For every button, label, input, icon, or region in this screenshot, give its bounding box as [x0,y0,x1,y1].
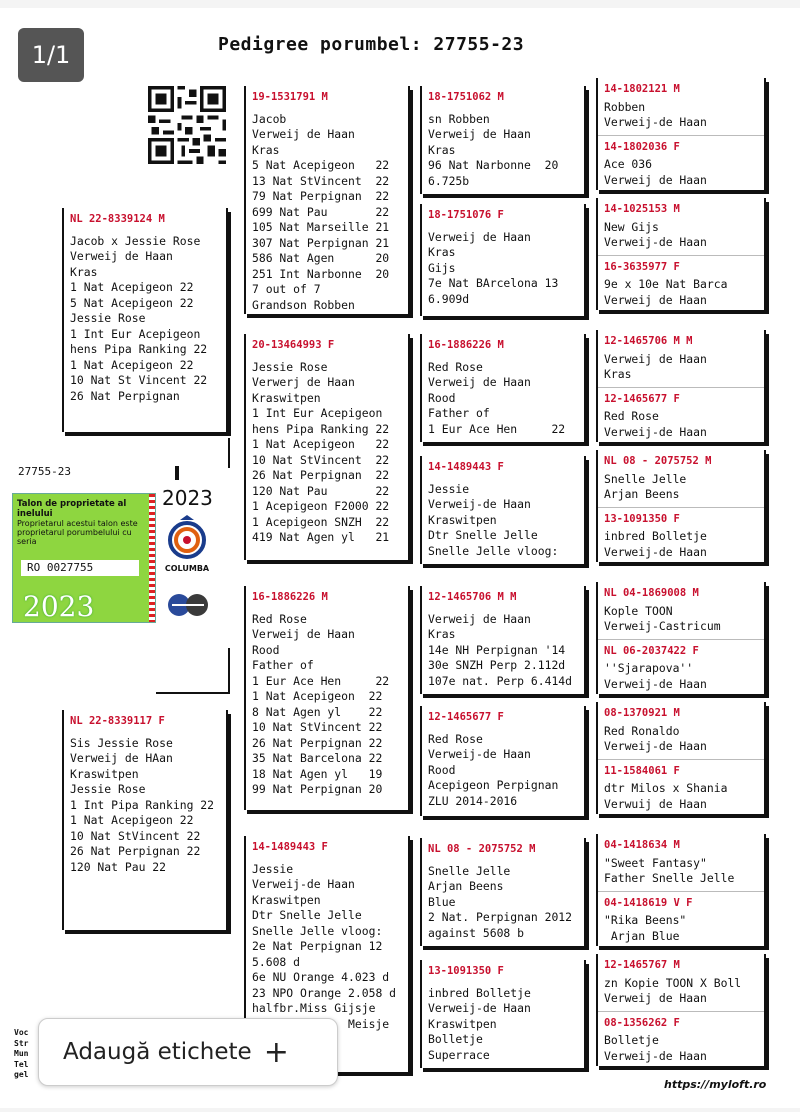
gen1-line: Jessie Rose [252,359,328,374]
gen2-box [420,456,586,564]
talon-header-small: Proprietarul acestui talon este proprietarul porumbelului cu seria [17,519,138,546]
gen1-line: Kraswitpen [252,892,321,907]
gen1-line: Kraswitpen [252,390,321,405]
gen3-box [596,450,766,562]
gen1-dam-box [244,334,410,560]
gen2-line: sn Robben [428,111,490,126]
subject-line: 1 Nat Acepigeon 22 [70,280,194,294]
subject-line: Jacob x Jessie Rose [70,233,201,248]
sibling-line: 10 Nat StVincent 22 [70,828,201,843]
gen3-line: Robben [604,99,646,114]
gen3-line: Verweij-de Haan [604,544,707,559]
gen1-line: 307 Nat Perpignan 21 [252,235,390,250]
sibling-line: 120 Nat Pau 22 [70,859,167,874]
add-tags-button[interactable] [38,1018,338,1086]
gen1-line: 8 Nat Agen yl 22 [252,704,383,719]
gen3-line: Verweij de Haan [604,172,707,187]
gen3-ring: 13-1091350 F [604,512,680,525]
side-year: 2023 [162,486,213,510]
gen3-divider [598,639,764,640]
gen3-ring: 14-1802121 M [604,83,680,95]
gen3-line: Red Ronaldo [604,723,680,738]
gen1-ring: 16-1886226 M [252,591,328,603]
gen2-ring: 18-1751062 M [428,91,504,103]
gen3-ring: 08-1370921 M [604,707,680,719]
gen1-line: Red Rose [252,611,307,626]
footer-left-labels [14,1028,28,1081]
gen1-line: 23 NPO Orange 2.058 d [252,985,397,1000]
gen1-line: 26 Nat Perpignan 22 [252,468,390,482]
gen1-line: Jessie [252,861,294,876]
gen3-line: Verweij de Haan [604,351,707,366]
gen2-line: 6.909d [428,291,470,306]
gen3-line: "Rika Beens" [604,913,687,927]
gen3-line: Kople TOON [604,603,673,618]
gen2-line: 7e Nat BArcelona 13 [428,276,559,290]
sibling-line: Sis Jessie Rose [70,735,173,750]
gen3-line: dtr Milos x Shania [604,781,728,795]
gen1-line: 99 Nat Perpignan 20 [252,782,383,796]
gen2-line: Verweij de Haan [428,611,531,626]
plus-icon: + [263,1034,289,1070]
gen2-line: 14e NH Perpignan '14 [428,642,566,657]
sibling-ring: NL 22-8339117 F [70,715,165,727]
gen2-line: Rood [428,390,456,405]
gen1-line: 10 Nat StVincent 22 [252,452,390,467]
gen3-ring: 04-1418619 V F [604,896,693,909]
gen2-line: Rood [428,762,456,777]
gen1-line: 1 Nat Acepigeon 22 [252,689,383,703]
gen1-line: Father of [252,658,314,672]
subject-line: 5 Nat Acepigeon 22 [70,295,194,310]
gen2-line: 1 Eur Ace Hen 22 [428,421,566,436]
federation-logo-icon [166,588,210,622]
gen3-line: inbred Bolletje [604,529,707,543]
gen3-ring: NL 04-1869008 M [604,587,699,599]
footer-label: Tel [14,1059,29,1069]
footer-label: gel [14,1070,29,1079]
sibling-line: Jessie Rose [70,782,146,796]
gen2-ring: 18-1751076 F [428,209,504,221]
gen3-line: Verweij de Haan [604,292,707,307]
gen2-line: Blue [428,894,456,909]
gen3-line: Arjan Beens [604,487,680,501]
ring-card-green-talon [12,493,156,623]
subject-line: 1 Nat Acepigeon 22 [70,357,194,372]
gen1-line: 6e NU Orange 4.023 d [252,970,390,984]
gen2-ring: 14-1489443 F [428,461,504,473]
gen1-line: 79 Nat Perpignan 22 [252,189,390,203]
gen3-line: Verweij de Haan [604,991,707,1005]
gen2-line: Kras [428,142,456,157]
gen2-line: Snelle Jelle [428,863,511,878]
gen2-line: Verweij de Haan [428,229,531,244]
sibling-line: 26 Nat Perpignan 22 [70,844,201,858]
gen2-line: inbred Bolletje [428,985,531,1000]
sibling-line: Verweij de HAan [70,751,173,765]
gen3-line: Red Rose [604,409,659,423]
ring-card [12,463,154,641]
gen3-box [596,834,766,946]
pedigree-document [0,8,800,1108]
page-counter: 1/1 [18,28,84,82]
gen2-line: Snelle Jelle vloog: [428,543,559,558]
gen1-line: 1 Nat Acepigeon 22 [252,437,390,451]
gen1-line: Dtr Snelle Jelle [252,908,362,922]
gen2-box [420,334,586,442]
gen3-line: "Sweet Fantasy" [604,855,707,870]
gen2-box [420,586,586,694]
gen3-line: Verweij-de Haan [604,676,707,691]
gen1-line: 105 Nat Marseille 21 [252,220,390,234]
gen3-divider [598,891,764,892]
gen2-line: Bolletje [428,1032,483,1046]
gen3-line: zn Kopie TOON X Boll [604,975,742,990]
gen3-line: Verweij-de Haan [604,424,707,439]
gen2-box [420,960,586,1068]
gen2-box [420,204,586,316]
subject-line: 1 Int Eur Acepigeon [70,326,201,341]
gen2-line: Kraswitpen [428,1016,497,1031]
columba-logo [163,514,211,578]
gen2-line: 2 Nat. Perpignan 2012 [428,910,573,924]
gen3-line: ''Sjarapova'' [604,661,694,675]
gen1-line: Verweij de Haan [252,627,355,641]
gen3-ring: 12-1465767 M [604,959,680,971]
gen2-line: Arjan Beens [428,879,504,893]
subject-lines [70,234,220,405]
gen3-line: Snelle Jelle [604,471,687,486]
sibling-line: Kraswitpen [70,766,139,781]
gen3-ring: 04-1418634 M [604,839,680,851]
gen3-divider [598,255,764,256]
flag-stripe [149,494,155,622]
gen1-sibling-sire-box [244,586,410,810]
talon-ro-number: RO 0027755 [21,560,139,576]
gen1-line: 2e Nat Perpignan 12 [252,939,383,953]
gen1-line: 1 Acepigeon F2000 22 [252,499,390,513]
gen1-line: 35 Nat Barcelona 22 [252,751,383,765]
gen1-line: Grandson Robben [252,297,355,312]
gen3-ring: 14-1802036 F [604,140,680,153]
gen2-line: Gijs [428,260,456,275]
gen1-line: Jacob [252,111,287,126]
gen1-line: hens Pipa Ranking 22 [252,421,390,436]
gen1-sire-box [244,86,410,314]
gen1-line: 18 Nat Agen yl 19 [252,766,383,781]
gen2-ring: 13-1091350 F [428,965,504,977]
gen3-line: Verweij-de Haan [604,739,707,753]
gen3-line: Verweij-Castricum [604,619,721,633]
gen3-ring: NL 08 - 2075752 M [604,455,712,467]
gen3-ring: NL 06-2037422 F [604,644,699,657]
gen3-line: Verweij-de Haan [604,115,707,129]
gen2-line: ZLU 2014-2016 [428,793,518,808]
subject-line: 26 Nat Perpignan [70,388,180,403]
gen2-line: Father of [428,406,490,420]
subject-line: Kras [70,264,98,279]
gen1-line: 1 Acepigeon SNZH 22 [252,514,390,529]
gen2-line: Superrace [428,1047,490,1062]
gen1-line: Verweij de Haan [252,127,355,141]
gen2-ring: 12-1465706 M M [428,591,517,603]
subject-ring: NL 22-8339124 M [70,213,165,225]
gen3-line: Bolletje [604,1033,659,1047]
gen3-box [596,582,766,694]
talon-year: 2023 [23,590,95,623]
gen3-box [596,330,766,442]
gen1-line: 120 Nat Pau 22 [252,483,390,498]
gen2-ring: 16-1886226 M [428,339,504,351]
footer-label: Str [14,1038,29,1048]
gen2-line: Jessie [428,481,470,496]
connector-bracket [200,438,230,468]
document-title: Pedigree porumbel: 27755-23 [218,34,525,55]
gen2-line: Verweij de Haan [428,127,531,141]
gen2-line: Kraswitpen [428,512,497,527]
gen1-line: 251 Int Narbonne 20 [252,266,390,281]
gen2-line: Verweij-de Haan [428,747,531,761]
gen3-line: Verweij-de Haan [604,235,707,249]
gen3-ring: 14-1025153 M [604,203,680,215]
connector-bracket [156,648,230,694]
gen1-line: Kras [252,142,280,157]
gen2-box [420,838,586,946]
gen3-divider [598,1011,764,1012]
subject-line: 10 Nat St Vincent 22 [70,373,208,387]
gen3-line: 9e x 10e Nat Barca [604,277,728,291]
gen3-line: Father Snelle Jelle [604,871,735,885]
gen2-box [420,86,586,194]
footer-label: Voc [14,1028,29,1037]
columba-emblem-icon [167,514,207,562]
ring-card-number: 27755-23 [18,465,71,478]
gen1-line: 1 Eur Ace Hen 22 [252,673,390,688]
gen1-line: 1 Int Eur Acepigeon [252,406,383,420]
gen3-divider [598,507,764,508]
gen1-ring: 20-13464993 F [252,339,335,351]
qr-code [148,86,226,164]
gen3-line: Verweij-de Haan [604,1048,707,1063]
gen1-line: 7 out of 7 [252,282,321,296]
gen1-line: Verweij-de Haan [252,877,355,891]
gen3-line: Kras [604,367,632,381]
gen3-box [596,954,766,1066]
subject-line: Verweij de Haan [70,249,173,263]
gen1-line: 5 Nat Acepigeon 22 [252,158,390,172]
gen1-line: Verwerj de Haan [252,375,355,389]
gen1-line: 419 Nat Agen yl 21 [252,530,390,544]
subject-line: hens Pipa Ranking 22 [70,342,208,356]
gen2-line: Verweij-de Haan [428,497,531,511]
talon-header-bold: Talon de proprietate al inelului [17,499,127,519]
gen1-line: 5.608 d [252,954,301,969]
footer-label: Mun [14,1049,29,1058]
gen3-line: Ace 036 [604,157,653,171]
tick-mark [175,466,179,480]
gen1-line: 26 Nat Perpignan 22 [252,735,383,750]
gen2-line: 96 Nat Narbonne 20 [428,158,559,172]
subject-pigeon-box [62,208,228,432]
gen3-divider [598,387,764,388]
columba-logo-text: COLUMBA [164,564,210,573]
gen1-ring: 14-1489443 F [252,841,328,853]
gen1-line: 699 Nat Pau 22 [252,204,390,219]
gen3-line: New Gijs [604,219,659,234]
gen2-line: Acepigeon Perpignan [428,778,559,792]
gen2-line: Kras [428,245,456,259]
gen1-line: Meisje [348,1016,390,1031]
gen3-ring: 11-1584061 F [604,764,680,777]
sibling-pigeon-box [62,710,228,930]
gen3-line: Arjan Blue [604,928,680,943]
gen2-line: 107e nat. Perp 6.414d [428,673,573,688]
sibling-line: 1 Int Pipa Ranking 22 [70,797,215,812]
gen3-line: Verwuij de Haan [604,796,707,811]
gen2-line: Dtr Snelle Jelle [428,528,538,542]
gen2-line: Red Rose [428,731,483,746]
talon-header [13,494,155,546]
gen2-line: Kras [428,627,456,641]
gen1-line: 13 Nat StVincent 22 [252,173,390,188]
add-tags-label: Adaugă etichete [63,1039,252,1065]
gen2-line: against 5608 b [428,925,525,940]
gen2-ring: NL 08 - 2075752 M [428,843,536,855]
gen2-line: Red Rose [428,359,483,374]
gen1-line: Snelle Jelle vloog: [252,923,383,938]
gen2-line: 30e SNZH Perp 2.112d [428,658,566,672]
gen3-ring: 16-3635977 F [604,260,680,273]
watermark-url: https://myloft.ro [664,1078,767,1091]
gen2-ring: 12-1465677 F [428,711,504,723]
gen3-divider [598,135,764,136]
gen3-box [596,702,766,814]
gen3-ring: 12-1465706 M M [604,335,693,347]
gen2-box [420,706,586,816]
gen2-line: Verweij-de Haan [428,1001,531,1015]
sibling-line: 1 Nat Acepigeon 22 [70,813,194,827]
gen3-divider [598,759,764,760]
gen3-box [596,78,766,190]
subject-line: Jessie Rose [70,311,146,325]
gen2-line: 6.725b [428,173,470,188]
gen3-ring: 08-1356262 F [604,1016,680,1029]
gen1-line: Rood [252,642,280,657]
gen1-ring: 19-1531791 M [252,91,328,103]
gen1-line: 586 Nat Agen 20 [252,251,390,265]
gen1-line: 10 Nat StVincent 22 [252,720,383,734]
gen1-line: halfbr.Miss Gijsje [252,1001,376,1015]
gen3-ring: 12-1465677 F [604,392,680,405]
gen2-line: Verweij de Haan [428,375,531,389]
gen3-box [596,198,766,310]
